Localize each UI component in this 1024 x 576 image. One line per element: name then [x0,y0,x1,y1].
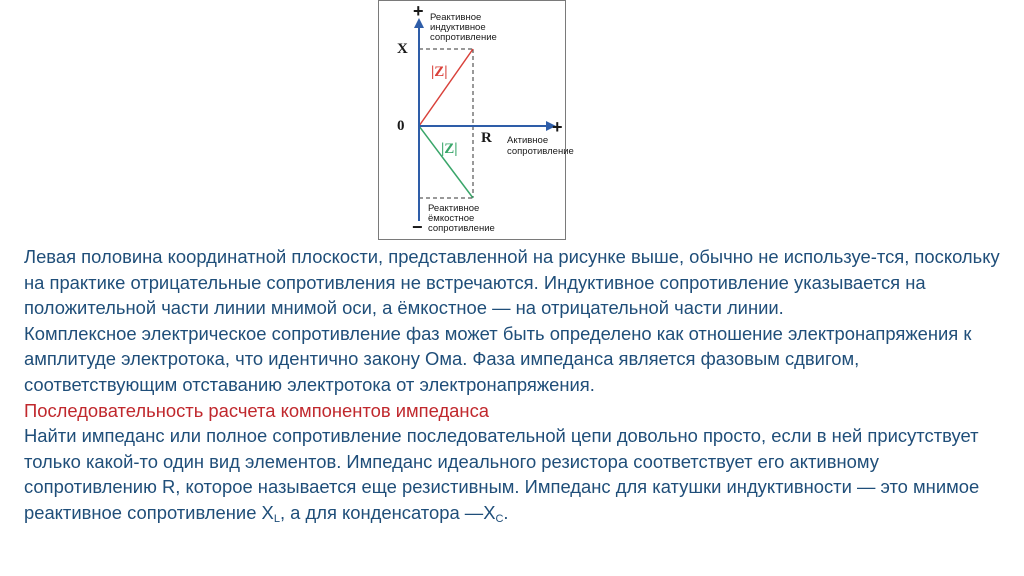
inductive-label-line-2: индуктивное [430,22,486,33]
impedance-diagram [378,0,574,240]
capacitive-label-line-3: сопротивление [428,223,495,234]
paragraph-series-circuit-mid: , а для конденсатора —X [279,501,496,523]
inductive-label-line-1: Реактивное [430,12,482,23]
upper-z-label: |Z| [431,64,448,80]
paragraph-series-circuit [24,423,1014,525]
impedance-diagram-svg [379,1,574,241]
paragraph-coordinate-plane: Левая половина координатной плоскости, представленной на рисунке выше, обычно не используе-тся, поскольку на практике отрицательные сопротивления не встречаются. Индуктивное сопротивление указывается на положительной части линии мнимой оси, а ёмкостное — на отрицательной части линии. [24,246,1000,319]
plus-right-sign: + [552,117,563,137]
upper-impedance-vector [419,49,473,126]
zero-label: 0 [397,118,405,134]
inductive-label-line-3: сопротивление [430,32,497,43]
subscript-c: C [495,512,504,525]
subscript-l: L [273,512,280,525]
lower-z-label: |Z| [441,141,458,157]
capacitive-label-line-1: Реактивное [428,203,480,214]
plus-top-sign: + [413,1,424,21]
active-label-line-2: сопротивление [507,146,574,157]
lower-impedance-vector [419,126,473,198]
paragraph-series-circuit-end: . [503,501,509,523]
active-label-line-1: Активное [507,135,549,146]
r-axis-letter: R [481,130,492,146]
paragraph-complex-impedance: Комплексное электрическое сопротивление фаз может быть определено как отношение электронапряжения к амплитуде электротока, что идентично закону Ома. Фаза импеданса является фазовым сдвигом, соответствующим отставанию электротока от электронапряжения. [24,322,972,395]
body-text [24,244,1014,526]
minus-bottom-sign: − [412,217,423,237]
paragraph-series-circuit-main: Найти импеданс или полное сопротивление последовательной цепи довольно просто, если в ней присутствует только какой-то один вид элементов. Импеданс идеального резистора соответствует его активному сопротивлению R, которое называется еще резистивным. Импеданс для катушки индуктивности — это мнимое реактивное сопротивление X [24,425,980,523]
capacitive-label-line-2: ёмкостное [428,213,475,224]
x-axis-letter: X [397,41,408,57]
section-heading: Последовательность расчета компонентов импеданса [24,399,489,421]
